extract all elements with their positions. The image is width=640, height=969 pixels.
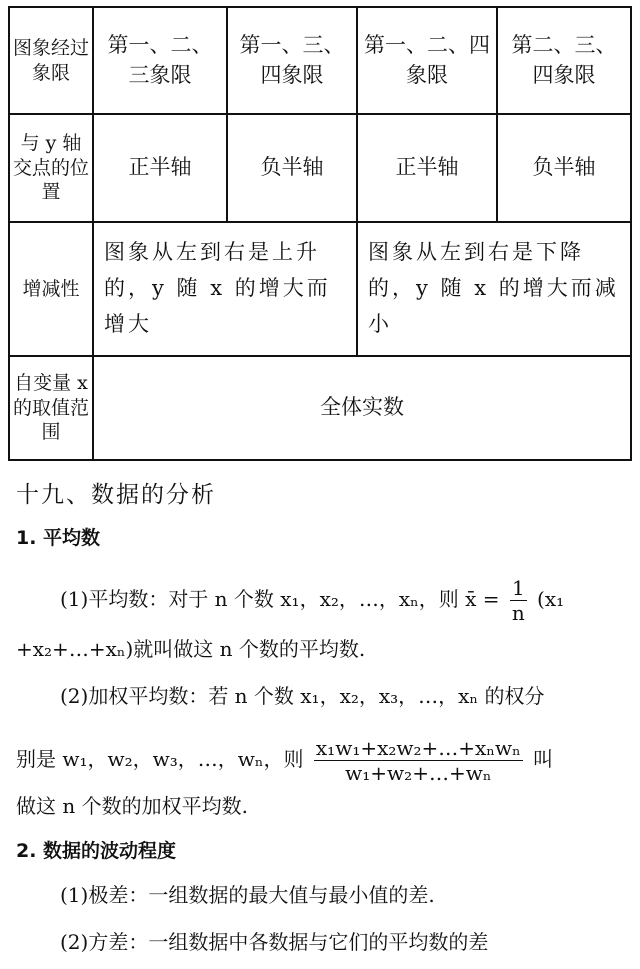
weighted-average-suffix: 叫 bbox=[533, 747, 554, 771]
monotonic-decreasing-cell: 图象从左到右是下降的，y 随 x 的增大而减小 bbox=[357, 222, 631, 356]
quadrant-row bbox=[9, 7, 631, 114]
subsection-dispersion-title: 2. 数据的波动程度 bbox=[16, 840, 177, 862]
average-definition-tail: (x₁ bbox=[537, 587, 565, 611]
subsection-average-title: 1. 平均数 bbox=[16, 527, 101, 549]
intercept-cell: 正半轴 bbox=[93, 114, 227, 222]
monotonic-header: 增减性 bbox=[9, 222, 93, 356]
quadrant-header: 图象经过象限 bbox=[9, 7, 93, 114]
weighted-average-prefix: 别是 w₁，w₂，w₃，…，wₙ，则 bbox=[16, 747, 304, 771]
one-over-n-fraction bbox=[510, 578, 527, 623]
weighted-average-line1: (2)加权平均数：若 n 个数 x₁，x₂，x₃，…，xₙ 的权分 bbox=[60, 684, 545, 708]
fraction-denominator: n bbox=[511, 601, 525, 625]
weighted-fraction-denominator: w₁+w₂+…+wₙ bbox=[345, 761, 492, 785]
quadrant-cell: 第一、三、四象限 bbox=[227, 7, 357, 114]
intercept-cell: 负半轴 bbox=[497, 114, 631, 222]
quadrant-cell: 第二、三、四象限 bbox=[497, 7, 631, 114]
section-title: 十九、数据的分析 bbox=[16, 482, 216, 508]
monotonic-increasing-cell: 图象从左到右是上升的，y 随 x 的增大而增大 bbox=[93, 222, 357, 356]
intercept-row bbox=[9, 114, 631, 222]
monotonic-row bbox=[9, 222, 631, 356]
weighted-fraction-numerator: x₁w₁+x₂w₂+…+xₙwₙ bbox=[315, 736, 521, 760]
weighted-average-line2 bbox=[16, 738, 628, 783]
linear-function-properties-table bbox=[8, 6, 632, 461]
average-definition-prefix: (1)平均数：对于 n 个数 x₁，x₂，…，xₙ，则 bbox=[60, 587, 459, 611]
fraction-numerator: 1 bbox=[511, 576, 525, 600]
domain-cell: 全体实数 bbox=[93, 356, 631, 460]
average-definition-line2: +x₂+…+xₙ)就叫做这 n 个数的平均数. bbox=[16, 637, 366, 661]
intercept-cell: 正半轴 bbox=[357, 114, 497, 222]
variance-definition: (2)方差：一组数据中各数据与它们的平均数的差 bbox=[60, 930, 489, 954]
intercept-cell: 负半轴 bbox=[227, 114, 357, 222]
range-definition: (1)极差：一组数据的最大值与最小值的差. bbox=[60, 883, 435, 907]
domain-header: 自变量 x 的取值范围 bbox=[9, 356, 93, 460]
mean-symbol: x̄ = bbox=[465, 587, 500, 611]
quadrant-cell: 第一、二、四象限 bbox=[357, 7, 497, 114]
intercept-header: 与 y 轴交点的位置 bbox=[9, 114, 93, 222]
weighted-average-fraction bbox=[314, 738, 523, 783]
quadrant-cell: 第一、二、三象限 bbox=[93, 7, 227, 114]
average-definition-line1 bbox=[60, 578, 640, 623]
domain-row bbox=[9, 356, 631, 460]
weighted-average-line3: 做这 n 个数的加权平均数. bbox=[16, 794, 248, 818]
